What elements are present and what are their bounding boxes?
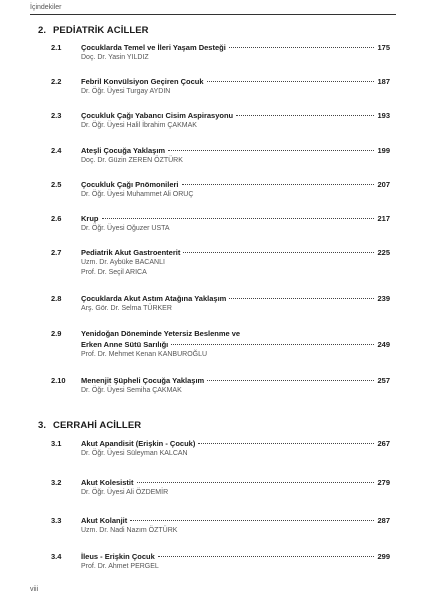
entry-title-line — [81, 477, 390, 488]
entry-title-line — [81, 213, 390, 224]
entry-title-line — [81, 42, 390, 53]
entry-number: 2.2 — [51, 77, 62, 86]
entry-author: Dr. Öğr. Üyesi Oğuzer USTA — [81, 225, 170, 232]
entry-title: Çocuklarda Akut Astım Atağına Yaklaşım — [81, 294, 227, 303]
entry-author: Uzm. Dr. Nadi Nazım ÖZTÜRK — [81, 527, 178, 534]
toc-entry-2-7[interactable] — [38, 247, 390, 278]
entry-number: 2.4 — [51, 146, 62, 155]
entry-title-continued: Erken Anne Sütü Sarılığı — [81, 340, 169, 349]
entry-title: Çocukluk Çağı Pnömonileri — [81, 180, 179, 189]
section-number: 3. — [38, 420, 47, 431]
entry-title-line — [81, 551, 390, 562]
entry-page: 249 — [377, 340, 390, 349]
entry-number: 3.4 — [51, 552, 62, 561]
entry-page: 239 — [377, 294, 390, 303]
entry-number: 2.7 — [51, 248, 62, 257]
entry-title: Pediatrik Akut Gastroenterit — [81, 248, 181, 257]
entry-title-line — [81, 438, 390, 449]
entry-page: 217 — [377, 214, 390, 223]
entry-author: Dr. Öğr. Üyesi Süleyman KALCAN — [81, 450, 188, 457]
entry-title-line — [81, 76, 390, 87]
header-rule — [30, 14, 396, 15]
entry-title: Akut Apandisit (Erişkin - Çocuk) — [81, 439, 196, 448]
dot-leader — [182, 184, 375, 185]
entry-title-line — [81, 145, 390, 156]
entry-page: 207 — [377, 180, 390, 189]
entry-author: Uzm. Dr. Aybüke BACANLI — [81, 259, 165, 266]
toc-entry-2-2[interactable] — [38, 76, 390, 97]
dot-leader — [207, 380, 374, 381]
entry-title: Çocuklarda Temel ve İleri Yaşam Desteği — [81, 43, 226, 52]
entry-number: 3.2 — [51, 478, 62, 487]
dot-leader — [229, 298, 374, 299]
entry-title: Menenjit Şüpheli Çocuğa Yaklaşım — [81, 376, 205, 385]
entry-author: Dr. Öğr. Üyesi Muhammet Ali ORUÇ — [81, 191, 194, 198]
entry-title: Krup — [81, 214, 99, 223]
entry-author: Prof. Dr. Mehmet Kenan KANBUROĞLU — [81, 351, 208, 358]
dot-leader — [236, 115, 374, 116]
dot-leader — [229, 47, 375, 48]
entry-page: 187 — [377, 77, 390, 86]
entry-number: 2.10 — [51, 376, 66, 385]
entry-page: 287 — [377, 516, 390, 525]
entry-title-line — [81, 247, 390, 258]
entry-title-line — [81, 375, 390, 386]
toc-entry-2-5[interactable] — [38, 179, 390, 200]
toc-entry-3-3[interactable] — [38, 515, 390, 536]
dot-leader — [130, 520, 374, 521]
entry-page: 299 — [377, 552, 390, 561]
entry-number: 3.3 — [51, 516, 62, 525]
toc-entry-3-4[interactable] — [38, 551, 390, 572]
entry-title-line — [81, 110, 390, 121]
dot-leader — [198, 443, 374, 444]
running-head: İçindekiler — [30, 4, 62, 11]
entry-title-line — [81, 328, 390, 339]
entry-number: 2.5 — [51, 180, 62, 189]
toc-entry-2-1[interactable] — [38, 42, 390, 63]
section-number: 2. — [38, 25, 47, 36]
entry-number: 2.1 — [51, 43, 62, 52]
entry-number: 2.9 — [51, 329, 62, 338]
dot-leader — [102, 218, 375, 219]
entry-title-line — [81, 339, 390, 350]
entry-number: 2.8 — [51, 294, 62, 303]
entry-author: Dr. Öğr. Üyesi Turgay AYDIN — [81, 88, 171, 95]
entry-page: 267 — [377, 439, 390, 448]
toc-entry-2-8[interactable] — [38, 293, 390, 314]
entry-title: İleus - Erişkin Çocuk — [81, 552, 155, 561]
section-heading: CERRAHİ ACİLLER — [53, 420, 142, 431]
entry-page: 199 — [377, 146, 390, 155]
entry-author: Dr. Öğr. Üyesi Semiha ÇAKMAK — [81, 387, 182, 394]
section-heading: PEDİATRİK ACİLLER — [53, 25, 149, 36]
entry-number: 3.1 — [51, 439, 62, 448]
entry-title: Febril Konvülsiyon Geçiren Çocuk — [81, 77, 204, 86]
toc-entry-2-6[interactable] — [38, 213, 390, 234]
entry-page: 175 — [377, 43, 390, 52]
entry-author: Dr. Öğr. Üyesi Halil İbrahim ÇAKMAK — [81, 122, 197, 129]
entry-author: Doç. Dr. Yasin YILDIZ — [81, 54, 149, 61]
entry-title-line — [81, 293, 390, 304]
entry-number: 2.3 — [51, 111, 62, 120]
entry-title: Çocukluk Çağı Yabancı Cisim Aspirasyonu — [81, 111, 234, 120]
toc-entry-3-2[interactable] — [38, 477, 390, 498]
entry-title: Yenidoğan Döneminde Yetersiz Beslenme ve — [81, 329, 241, 338]
dot-leader — [158, 556, 375, 557]
entry-title-line — [81, 179, 390, 190]
dot-leader — [207, 81, 375, 82]
entry-author: Arş. Gör. Dr. Selma TÜRKER — [81, 305, 172, 312]
entry-title: Akut Kolesistit — [81, 478, 134, 487]
entry-title: Ateşli Çocuğa Yaklaşım — [81, 146, 166, 155]
entry-author: Doç. Dr. Güzin ZEREN ÖZTÜRK — [81, 157, 183, 164]
dot-leader — [183, 252, 374, 253]
entry-author: Prof. Dr. Seçil ARICA — [81, 269, 147, 276]
toc-entry-2-3[interactable] — [38, 110, 390, 131]
dot-leader — [171, 344, 374, 345]
toc-entry-2-10[interactable] — [38, 375, 390, 396]
dot-leader — [168, 150, 374, 151]
page-number: viii — [30, 586, 39, 593]
entry-author: Prof. Dr. Ahmet PERGEL — [81, 563, 159, 570]
entry-number: 2.6 — [51, 214, 62, 223]
toc-entry-2-9[interactable] — [38, 328, 390, 360]
entry-page: 257 — [377, 376, 390, 385]
entry-title: Akut Kolanjit — [81, 516, 128, 525]
entry-author: Dr. Öğr. Üyesi Ali ÖZDEMİR — [81, 489, 169, 496]
entry-title-line — [81, 515, 390, 526]
dot-leader — [137, 482, 375, 483]
entry-page: 279 — [377, 478, 390, 487]
toc-entry-3-1[interactable] — [38, 438, 390, 459]
entry-page: 193 — [377, 111, 390, 120]
section-title-pediatric — [38, 25, 149, 36]
entry-page: 225 — [377, 248, 390, 257]
toc-entry-2-4[interactable] — [38, 145, 390, 166]
section-title-surgical — [38, 420, 141, 431]
